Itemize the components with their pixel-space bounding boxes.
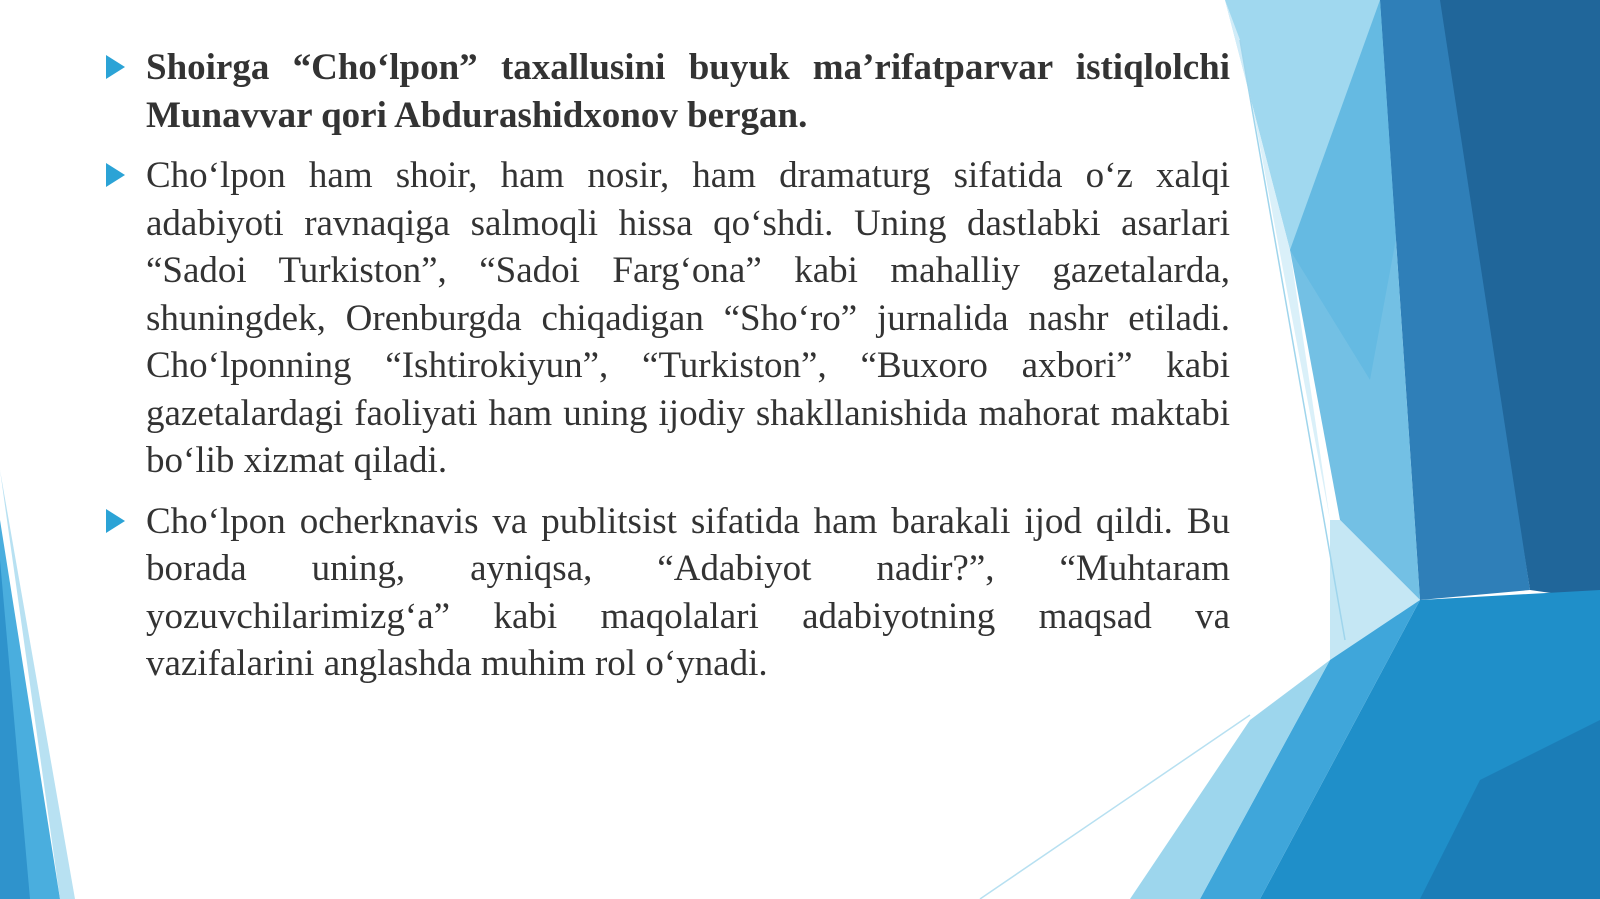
bullet-list: [100, 44, 1230, 701]
triangle-right-icon: [104, 508, 126, 534]
bullet-text: Cho‘lpon ham shoir, ham nosir, ham dramaturg sifatida o‘z xalqi adabiyoti ravnaqiga salmoqli hissa qo‘shdi. Uning dastlabki asarlari “Sadoi Turkiston”, “Sadoi Farg‘ona” kabi mahalliy gazetalarda, shuningdek, Orenburgda chiqadigan “Sho‘ro” jurnalida nashr etiladi. Cho‘lponning “Ishtirokiyun”, “Turkiston”, “Buxoro axbori” kabi gazetalardagi faoliyati ham uning ijodiy shakllanishida mahorat maktabi bo‘lib xizmat qiladi.: [146, 155, 1230, 481]
bullet-item-2: [100, 152, 1230, 485]
bullet-item-1: [100, 44, 1230, 139]
triangle-right-icon: [104, 162, 126, 188]
bullet-text: Cho‘lpon ocherknavis va publitsist sifatida ham barakali ijod qildi. Bu borada uning, ayniqsa, “Adabiyot nadir?”, “Muhtaram yozuvchilarimizg‘a” kabi maqolalari adabiyotning maqsad va vazifalarini anglashda muhim rol o‘ynadi.: [146, 500, 1230, 684]
bullet-item-3: [100, 498, 1230, 688]
triangle-right-icon: [104, 54, 126, 80]
bullet-text: Shoirga “Cho‘lpon” taxallusini buyuk ma’rifatparvar istiqlolchi Munavvar qori Abdurashidxonov bergan.: [146, 47, 1230, 136]
